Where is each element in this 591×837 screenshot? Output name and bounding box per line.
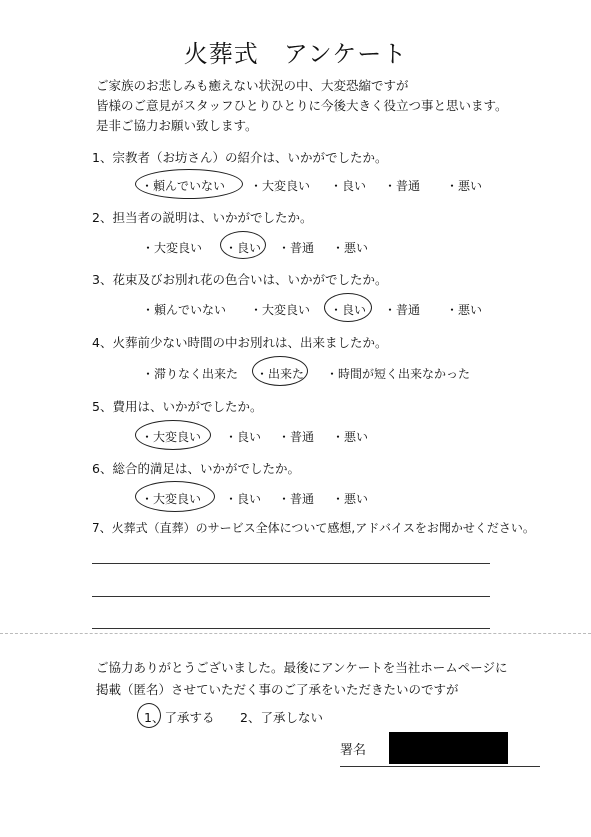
consent-agree-label: 、了承する bbox=[151, 710, 215, 725]
signature-redacted-box bbox=[389, 732, 508, 764]
q2-selection-circle bbox=[220, 231, 266, 259]
q2-option-very-good[interactable]: ・大変良い bbox=[142, 241, 203, 255]
signature-line[interactable] bbox=[340, 766, 540, 767]
q5-option-average[interactable]: ・普通 bbox=[278, 430, 315, 444]
q3-option-bad[interactable]: ・悪い bbox=[446, 303, 483, 317]
q4-selection-circle bbox=[252, 356, 308, 386]
consent-selection-circle bbox=[137, 703, 161, 728]
q6-option-average[interactable]: ・普通 bbox=[278, 492, 315, 506]
q1-option-average[interactable]: ・普通 bbox=[384, 179, 421, 193]
q1-option-good[interactable]: ・良い bbox=[330, 179, 367, 193]
intro-line-3: 是非ご協力お願い致します。 bbox=[96, 118, 258, 133]
q5-option-very-good[interactable]: ・大変良い bbox=[141, 430, 202, 444]
q5-selection-circle bbox=[135, 420, 211, 450]
signature-label: 署名 bbox=[340, 743, 367, 758]
q6-option-good[interactable]: ・良い bbox=[225, 492, 262, 506]
q2-option-good[interactable]: ・良い bbox=[225, 241, 262, 255]
question-4-text: 4、火葬前少ない時間の中お別れは、出来ましたか。 bbox=[92, 335, 388, 350]
q4-option-smoothly[interactable]: ・滞りなく出来た bbox=[142, 367, 239, 381]
consent-agree-number: 1 bbox=[144, 710, 152, 725]
q6-selection-circle bbox=[135, 481, 215, 512]
question-2-text: 2、担当者の説明は、いかがでしたか。 bbox=[92, 210, 313, 225]
consent-disagree-option[interactable]: 2、了承しない bbox=[240, 710, 323, 725]
q2-option-average[interactable]: ・普通 bbox=[278, 241, 315, 255]
answer-line-1[interactable] bbox=[92, 563, 490, 564]
question-6-text: 6、総合的満足は、いかがでしたか。 bbox=[92, 461, 300, 476]
q3-option-not-requested[interactable]: ・頼んでいない bbox=[142, 303, 227, 317]
question-7-text: 7、火葬式（直葬）のサービス全体について感想,アドバイスをお聞かせください。 bbox=[92, 521, 535, 535]
q1-option-very-good[interactable]: ・大変良い bbox=[250, 179, 311, 193]
question-3-text: 3、花束及びお別れ花の色合いは、いかがでしたか。 bbox=[92, 272, 388, 287]
question-5-text: 5、費用は、いかがでしたか。 bbox=[92, 399, 263, 414]
q3-option-good[interactable]: ・良い bbox=[330, 303, 367, 317]
q6-option-very-good[interactable]: ・大変良い bbox=[141, 492, 202, 506]
closing-line-1: ご協力ありがとうございました。最後にアンケートを当社ホームページに bbox=[96, 660, 508, 675]
q6-option-bad[interactable]: ・悪い bbox=[332, 492, 369, 506]
q3-option-average[interactable]: ・普通 bbox=[384, 303, 421, 317]
q3-option-very-good[interactable]: ・大変良い bbox=[250, 303, 311, 317]
fold-line bbox=[0, 633, 591, 634]
q1-selection-circle bbox=[135, 169, 243, 199]
q1-option-bad[interactable]: ・悪い bbox=[446, 179, 483, 193]
survey-title: 火葬式 アンケート bbox=[183, 40, 408, 68]
question-1-text: 1、宗教者（お坊さん）の紹介は、いかがでしたか。 bbox=[92, 150, 388, 165]
q5-option-bad[interactable]: ・悪い bbox=[332, 430, 369, 444]
q4-option-too-short[interactable]: ・時間が短く出来なかった bbox=[326, 367, 471, 381]
q1-option-not-requested[interactable]: ・頼んでいない bbox=[141, 179, 226, 193]
q2-option-bad[interactable]: ・悪い bbox=[332, 241, 369, 255]
answer-line-2[interactable] bbox=[92, 596, 490, 597]
intro-line-1: ご家族のお悲しみも癒えない状況の中、大変恐縮ですが bbox=[96, 78, 409, 93]
answer-line-3[interactable] bbox=[92, 628, 490, 629]
closing-line-2: 掲載（匿名）させていただく事のご了承をいただきたいのですが bbox=[96, 682, 459, 697]
q4-option-done[interactable]: ・出来た bbox=[256, 367, 305, 381]
q3-selection-circle bbox=[324, 293, 372, 322]
intro-line-2: 皆様のご意見がスタッフひとりひとりに今後大きく役立つ事と思います。 bbox=[96, 98, 508, 113]
q5-option-good[interactable]: ・良い bbox=[225, 430, 262, 444]
